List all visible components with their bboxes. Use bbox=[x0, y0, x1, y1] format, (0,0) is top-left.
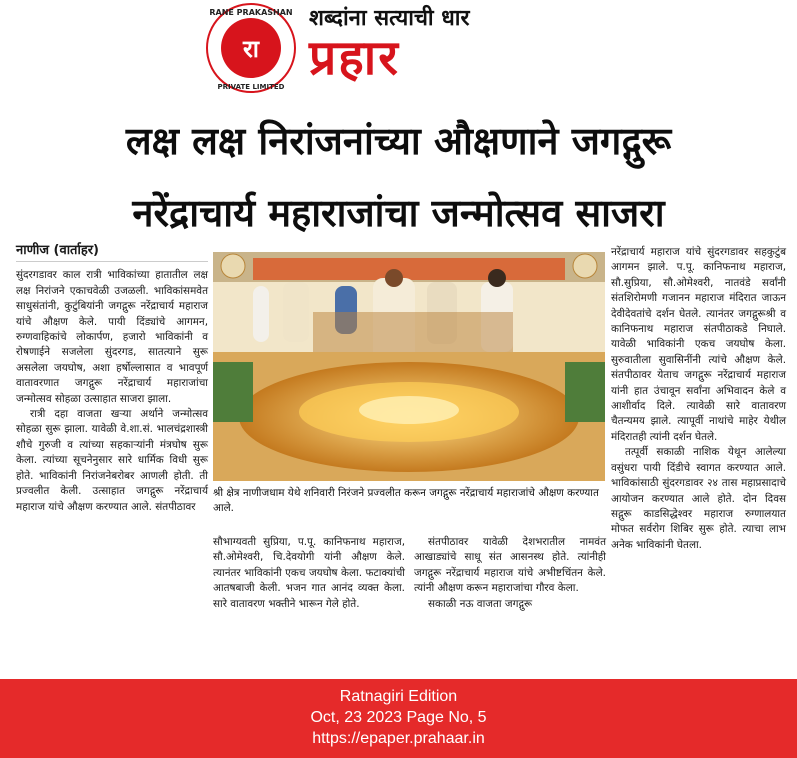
rane-prakashan-logo bbox=[205, 2, 297, 94]
article-column-2 bbox=[213, 535, 405, 612]
paragraph: तत्पूर्वी सकाळी नाशिक येथून आलेल्या वसुंधरा पायी दिंडीचे स्वागत करण्यात आले. भाविकांसाठी सुंदरगडावर २४ तास महाप्रसादाचे आयोजन करण्यात आले होते. दोन दिवस सद्गुरू काडसिद्धेश्वर महाराज रुग्णालयात मोफत सर्वरोग शिबिर सुरू होते. त्याचा लाभ अनेक भाविकांनी घेतला. bbox=[611, 446, 786, 551]
photo-caption: श्री क्षेत्र नाणीजधाम येथे शनिवारी निरंजने प्रज्वलीत करून जगद्गुरू नरेंद्राचार्य महाराजांचे औक्षण करण्यात आले. bbox=[213, 487, 599, 515]
article-column-3 bbox=[414, 535, 606, 612]
edition-name: Ratnagiri Edition bbox=[339, 688, 458, 705]
headline-line-2: नरेंद्राचार्य महाराजांचा जन्मोत्सव साजरा bbox=[132, 191, 665, 235]
headline-line-1: लक्ष लक्ष निरांजनांच्या औक्षणाने जगद्गुरू bbox=[125, 119, 672, 163]
paragraph: संतपीठावर यावेळी देशभरातील नामवंत आखाड्यांचे साधू संत आसनस्थ होते. त्यांनीही जगद्गुरू नरेंद्राचार्य महाराज यांचे अभीष्टचिंतन केले. त्यांनी औक्षण करून महाराजांचा गौरव केला. bbox=[414, 536, 606, 595]
edition-footer bbox=[0, 679, 797, 758]
event-photo bbox=[213, 252, 605, 481]
article-column-4 bbox=[611, 245, 786, 553]
masthead-tagline: शब्दांना सत्याची धार bbox=[309, 6, 470, 31]
paragraph: सकाळी नऊ वाजता जगद्गुरू bbox=[428, 597, 533, 610]
paragraph: सौभाग्यवती सुप्रिया, प.पू. कानिफनाथ महाराज, सौ.ओमेश्वरी, चि.देवयोगी यांनी औक्षण केले. त्यानंतर भाविकांनी एकच जयघोष केला. फटाक्यांची आतषबाजी केली. भजन गात आनंद व्यक्त केला. सारे वातावरण भक्तीने भारून गेले होते. bbox=[213, 536, 405, 610]
epaper-link[interactable]: https://epaper.prahaar.in bbox=[312, 730, 485, 747]
paragraph: रात्री दहा वाजता खऱ्या अर्थाने जन्मोत्सव सोहळा सुरू झाला. यावेळी वे.शा.सं. भालचंद्रशास्त्री शौचे गुरुजी व त्यांच्या सहकाऱ्यांनी मंत्रघोष सुरू केला. त्यांच्या सूचनेनुसार सारे धार्मिक विधी सुरू होते. भाविकांनी निरांजनेबरोबर आणली होती. ती प्रज्वलीत केली. उत्साहात जगद्गुरू नरेंद्राचार्य महाराज यांचे औक्षण करण्यात आले. संतपीठावर bbox=[16, 408, 208, 513]
paragraph: नरेंद्राचार्य महाराज यांचे सुंदरगडावर सहकुटुंब आगमन झाले. प.पू. कानिफनाथ महाराज, सौ.सुप्रिया, सौ.ओमेश्वरी, नातवंडे सर्वांनी संतशिरोमणी गजानन महाराज मंदिरात जाऊन देवीदेवतांचे दर्शन घेतले. त्यानंतर जगद्गुरूश्री व कानिफनाथ महाराज संतपीठाकडे निघाले. यावेळी भाविकांनी एकच जयघोष केला. सुरुवातीला सुवासिनींनी त्यांचे औक्षण केले. संतपीठावर येताच जगद्गुरू नरेंद्राचार्य महाराज यांनी हात उंचावून सर्वांना अभिवादन केले व आशीर्वाद दिले. त्यावेळी सारे वातावरण चैतन्यमय झाले. त्यापूर्वी नाथांचे माहेर येथील मंदिरातही त्यांनी दर्शन घेतले. bbox=[611, 246, 786, 443]
svg-text:PRIVATE LIMITED: PRIVATE LIMITED bbox=[217, 83, 285, 91]
paragraph: सुंदरगडावर काल रात्री भाविकांच्या हातातील लक्ष लक्ष निरांजने एकाचवेळी उजळली. भाविकांसमवेत साधुसंतांनी, कुटुंबियांनी जगद्गुरू नरेंद्राचार्य महाराज यांचे औक्षण केले. पायी दिंड्यांचे आगमन, रुग्णवाहिकांचे लोकार्पण, हजारो भाविकांनी व रोषणाईने सजलेला सुंदरगड, सातत्याने सुरू असलेला जयघोष, अशा हर्षोल्लासात व भावपूर्ण वातावरणात जगद्गुरू नरेंद्राचार्य महाराजांचा जन्मोत्सव सोहळा उत्साहात साजरा झाला. bbox=[16, 269, 208, 405]
byline: नाणीज (वार्ताहर) bbox=[16, 243, 208, 262]
svg-text:रा: रा bbox=[242, 35, 260, 63]
masthead bbox=[205, 0, 605, 96]
svg-text:RANE PRAKASHAN: RANE PRAKASHAN bbox=[209, 8, 293, 17]
article-column-1 bbox=[16, 243, 208, 515]
edition-date-page: Oct, 23 2023 Page No, 5 bbox=[310, 709, 487, 726]
photo-illustration bbox=[213, 252, 605, 481]
masthead-brand: प्रहार bbox=[309, 30, 400, 86]
